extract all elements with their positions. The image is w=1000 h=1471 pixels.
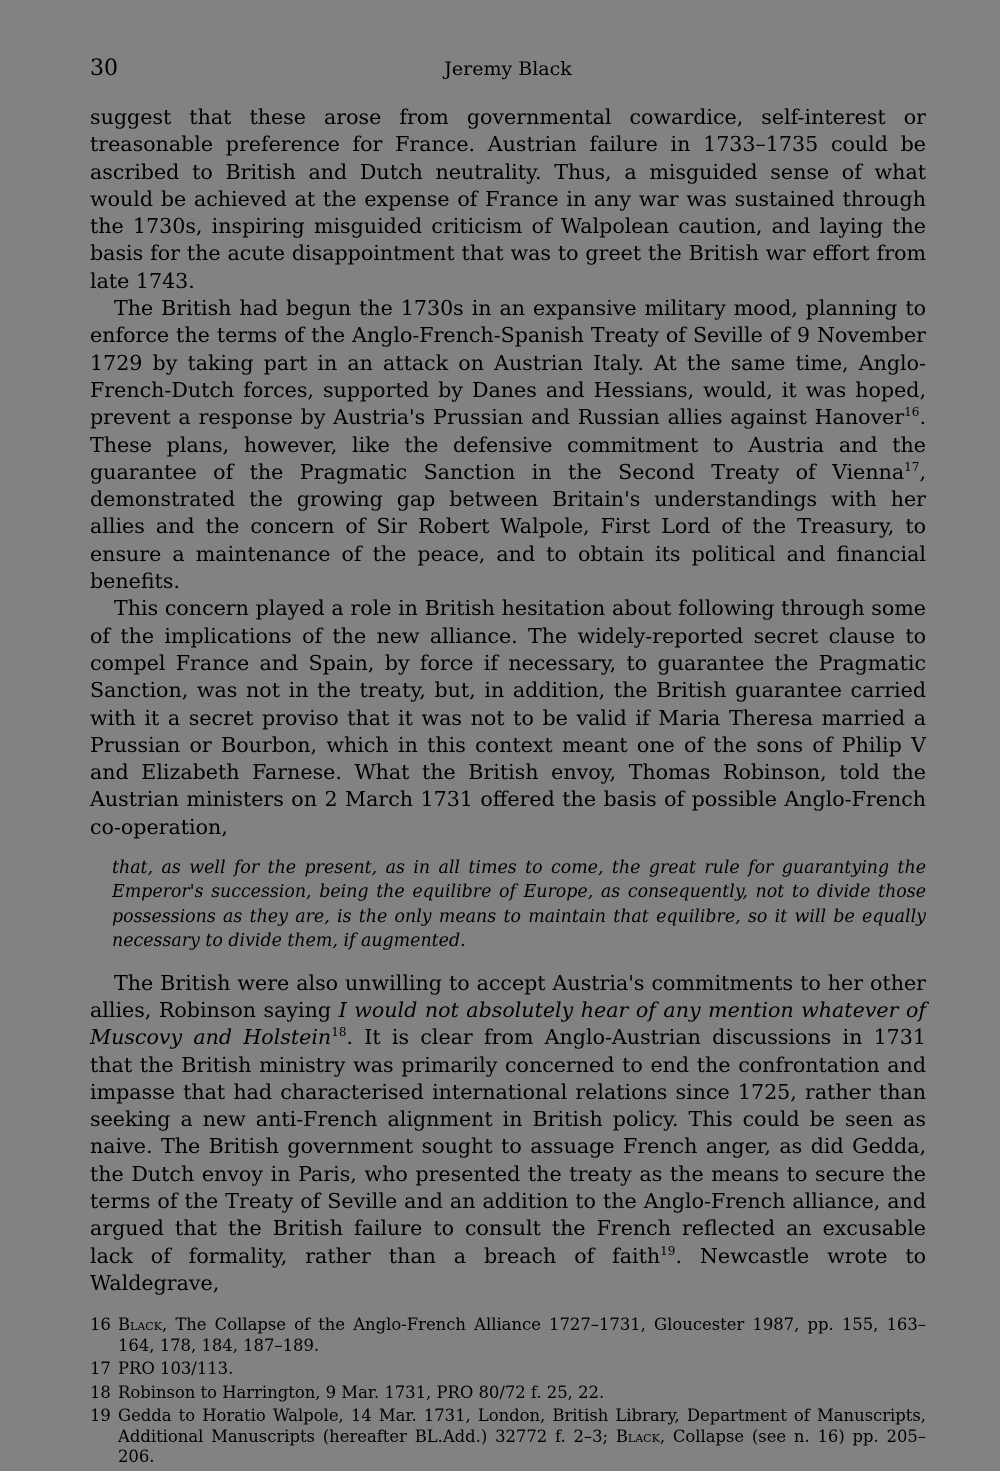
paragraph-2-text-a: The British had begun the 1730s in an expansive military mood, planning to enforce the terms of the Anglo-French-Spanish Treaty of Seville of 9 November 1729 by taking part in an attack on Austrian Italy. At the same time, Anglo-French-Dutch forces, supported by Danes and Hessians, would, it was hoped, prevent a response by Austria's Prussian and Russian allies against Hanover — [90, 296, 926, 430]
footnote-text: PRO 103/113. — [118, 1359, 234, 1379]
footnote-number: 19 — [90, 1406, 111, 1426]
block-quote: that, as well for the present, as in all times to come, the great rule for guarantying the Emperor's succession, being the equilibre of Europe, as consequently, not to divide those possessions as they are, is the only means to maintain that equilibre, so it will be equally necessary to divide them, if augmented. — [112, 858, 926, 952]
page-header — [90, 52, 926, 86]
footnote-author: Black — [118, 1315, 162, 1335]
footnote-number: 17 — [90, 1359, 111, 1379]
footnotes — [90, 1315, 926, 1468]
page-number: 30 — [90, 56, 118, 81]
paragraph-4 — [90, 970, 926, 1298]
paragraph-4-text-b: . It is clear from Anglo-Austrian discussions in 1731 that the British ministry was primarily concerned to end the confrontation and impasse that had characterised international relations since 1725, rather than seeking a new anti-French alignment in British policy. This could be seen as naive. The British government sought to assuage French anger, as did Gedda, the Dutch envoy in Paris, who presented the treaty as the means to secure the terms of the Treaty of Seville and an addition to the Anglo-French alliance, and argued that the British failure to consult the French reflected an excusable lack of formality, rather than a breach of faith — [90, 1025, 926, 1268]
paragraph-3: This concern played a role in British hesitation about following through some of the implications of the new alliance. The widely-reported secret clause to compel France and Spain, by force if necessary, to guarantee the Pragmatic Sanction, was not in the treaty, but, in addition, the British guarantee carried with it a secret proviso that it was not to be valid if Maria Theresa married a Prussian or Bourbon, which in this context meant one of the sons of Philip V and Elizabeth Farnese. What the British envoy, Thomas Robinson, told the Austrian ministers on 2 March 1731 offered the basis of possible Anglo-French co-operation, — [90, 596, 926, 839]
footnote-number: 16 — [90, 1315, 111, 1335]
footnote-16 — [90, 1315, 926, 1356]
paragraph-4-italic-quote: I would not absolutely hear of any mention whatever of Muscovy and Holstein — [90, 997, 926, 1050]
running-head: Jeremy Black — [444, 58, 572, 80]
footnote-text: Robinson to Harrington, 9 Mar. 1731, PRO 80/72 f. 25, 22. — [118, 1382, 605, 1402]
footnote-text-a: Gedda to Horatio Walpole, 14 Mar. 1731, London, British Library, Department of Manuscripts, Additional Manuscripts (hereafter BL.Add.) 32772 f. 2–3; — [118, 1406, 926, 1446]
footnote-text: , The Collapse of the Anglo-French Alliance 1727–1731, Gloucester 1987, pp. 155, 163–164, 178, 184, 187–189. — [118, 1315, 926, 1355]
page — [90, 52, 926, 1471]
paragraph-4-text-c: . Newcastle wrote to Waldegrave, — [90, 1243, 926, 1295]
footnote-18 — [90, 1383, 926, 1404]
footnote-19 — [90, 1406, 926, 1468]
paragraph-2-text-c: , demonstrated the growing gap between Britain's understandings with her allies and the concern of Sir Robert Walpole, First Lord of the Treasury, to ensure a maintenance of the peace, and to obtain its political and financial benefits. — [90, 459, 926, 594]
body-text — [90, 104, 926, 1297]
footnote-ref-17: 17 — [904, 460, 920, 474]
footnote-ref-18: 18 — [331, 1025, 347, 1040]
paragraph-2 — [90, 295, 926, 595]
paragraph-4-text-a: The British were also unwilling to accept Austria's commitments to her other allies, Robinson saying — [90, 970, 926, 1022]
footnote-text-b: , Collapse (see n. 16) pp. 205–206. — [118, 1426, 927, 1467]
footnote-ref-16: 16 — [904, 405, 920, 420]
paragraph-2-text-b: . These plans, however, like the defensive commitment to Austria and the guarantee of the Pragmatic Sanction in the Second Treaty of Vienna — [90, 405, 926, 484]
footnote-author: Black — [615, 1426, 660, 1446]
footnote-number: 18 — [90, 1382, 111, 1402]
footnote-17 — [90, 1359, 926, 1380]
paragraph-1: suggest that these arose from governmental cowardice, self-interest or treasonable preference for France. Austrian failure in 1733–1735 could be ascribed to British and Dutch neutrality. Thus, a misguided sense of what would be achieved at the expense of France in any war was sustained through the 1730s, inspiring misguided criticism of Walpolean caution, and laying the basis for the acute disappointment that was to greet the British war effort from late 1743. — [90, 105, 926, 293]
footnote-ref-19: 19 — [660, 1243, 676, 1258]
